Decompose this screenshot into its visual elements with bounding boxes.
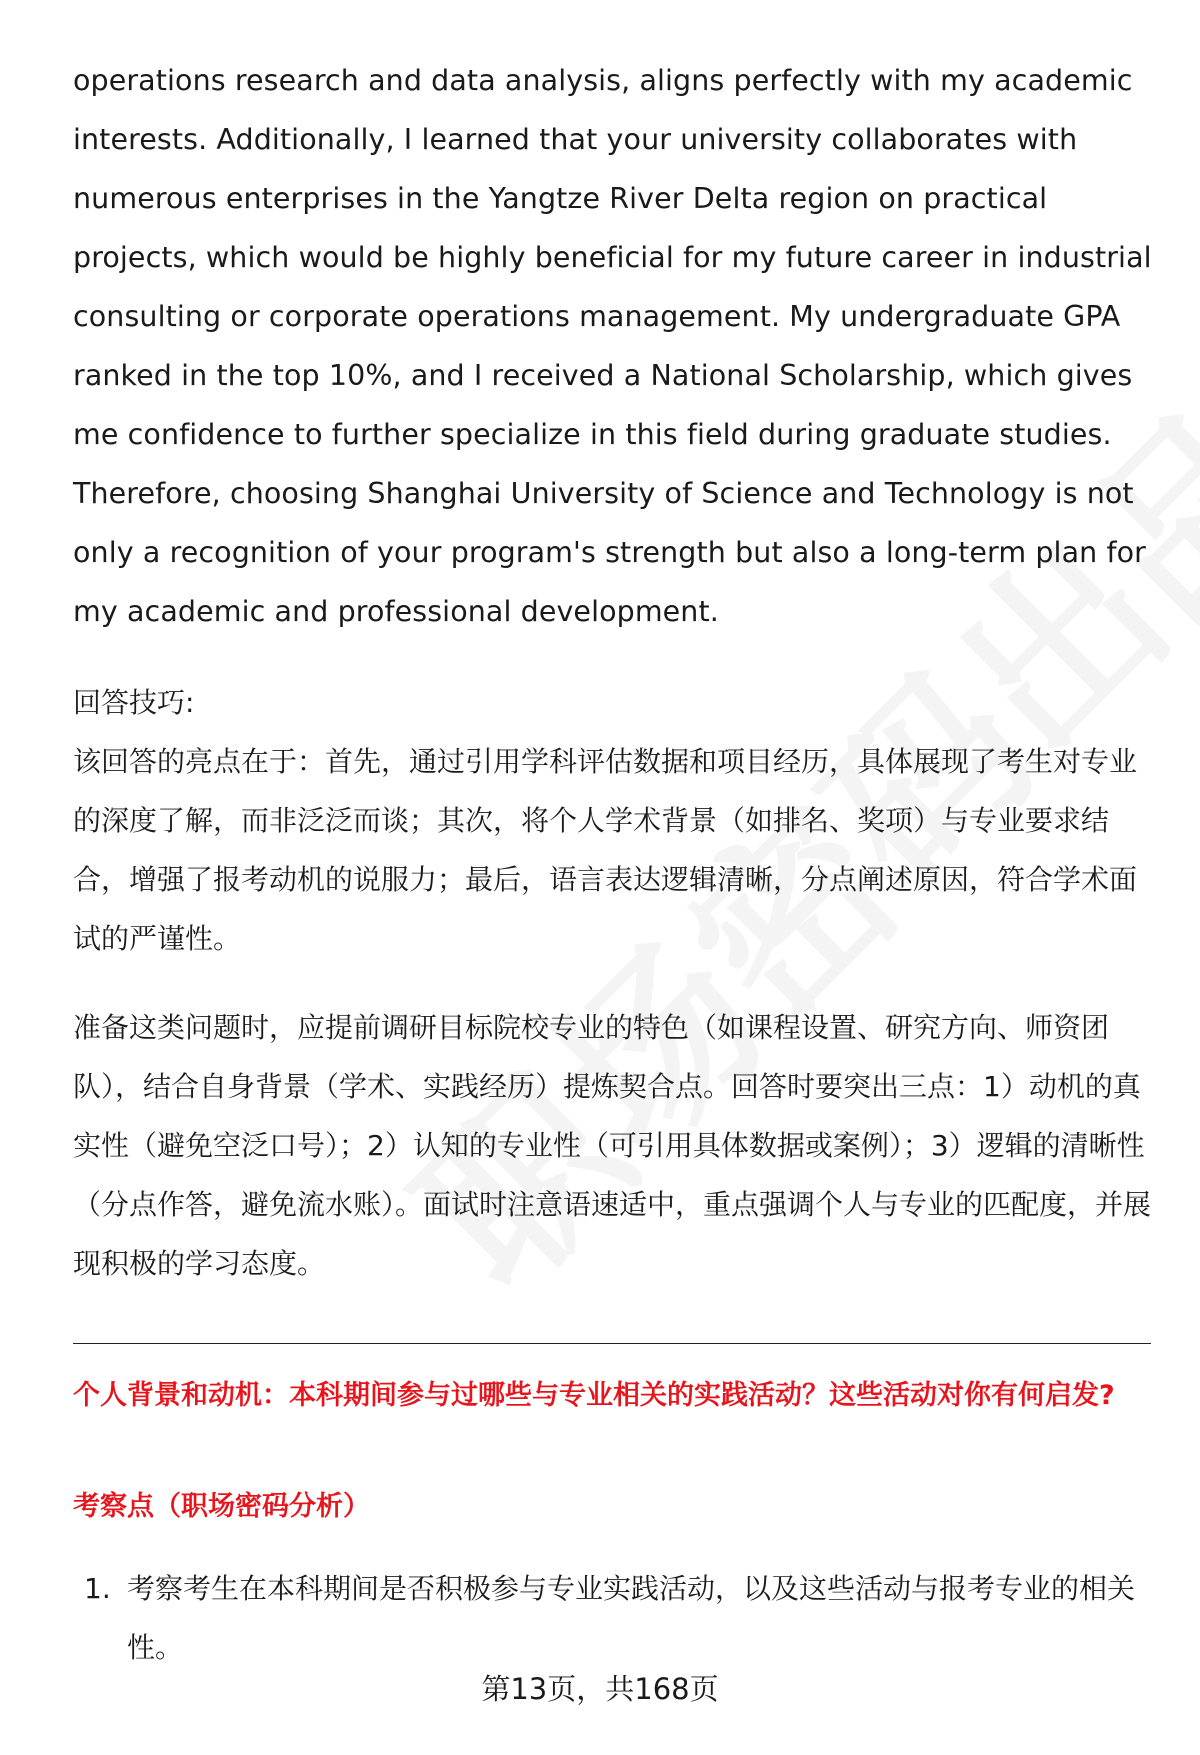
- tips-label: 回答技巧:: [73, 686, 195, 719]
- item-text: 考察考生在本科期间是否积极参与专业实践活动，以及这些活动与报考专业的相关性。: [127, 1572, 1136, 1664]
- item-number: 1.: [84, 1572, 111, 1605]
- question-heading: 个人背景和动机：本科期间参与过哪些与专业相关的实践活动？这些活动对你有何启发?: [73, 1380, 1115, 1411]
- answer-line: numerous enterprises in the Yangtze River Delta region on practical: [73, 182, 1048, 215]
- answer-continued: [73, 51, 1153, 641]
- tips-paragraph-2: 准备这类问题时，应提前调研目标院校专业的特色（如课程设置、研究方向、师资团队），结合自身背景（学术、实践经历）提炼契合点。回答时要突出三点：1）动机的真实性（避免空泛口号）；2）认知的专业性（可引用具体数据或案例）；3）逻辑的清晰性（分点作答，避免流水账）。面试时注意语速适中，重点强调个人与专业的匹配度，并展现积极的学习态度。: [73, 1011, 1152, 1280]
- page-footer: 第13页，共168页: [481, 1672, 719, 1706]
- assessment-item: [84, 1559, 1154, 1677]
- answer-line: interests. Additionally, I learned that your university collaborates with: [73, 123, 1078, 156]
- answer-line: ranked in the top 10%, and I received a National Scholarship, which gives: [73, 359, 1133, 392]
- answer-line: me confidence to further specialize in this field during graduate studies.: [73, 418, 1112, 451]
- answer-line: operations research and data analysis, aligns perfectly with my academic: [73, 64, 1133, 97]
- answer-line: my academic and professional development.: [73, 595, 719, 628]
- answer-line: only a recognition of your program's strength but also a long-term plan for: [73, 536, 1146, 569]
- answer-line: projects, which would be highly beneficial for my future career in industrial: [73, 241, 1152, 274]
- tips-paragraph-1: 该回答的亮点在于：首先，通过引用学科评估数据和项目经历，具体展现了考生对专业的深度了解，而非泛泛而谈；其次，将个人学术背景（如排名、奖项）与专业要求结合，增强了报考动机的说服力；最后，语言表达逻辑清晰，分点阐述原因，符合学术面试的严谨性。: [73, 745, 1138, 955]
- answer-line: Therefore, choosing Shanghai University of Science and Technology is not: [73, 477, 1134, 510]
- answer-line: consulting or corporate operations management. My undergraduate GPA: [73, 300, 1121, 333]
- assessment-heading: 考察点（职场密码分析）: [73, 1491, 370, 1522]
- section-divider: [73, 1343, 1151, 1344]
